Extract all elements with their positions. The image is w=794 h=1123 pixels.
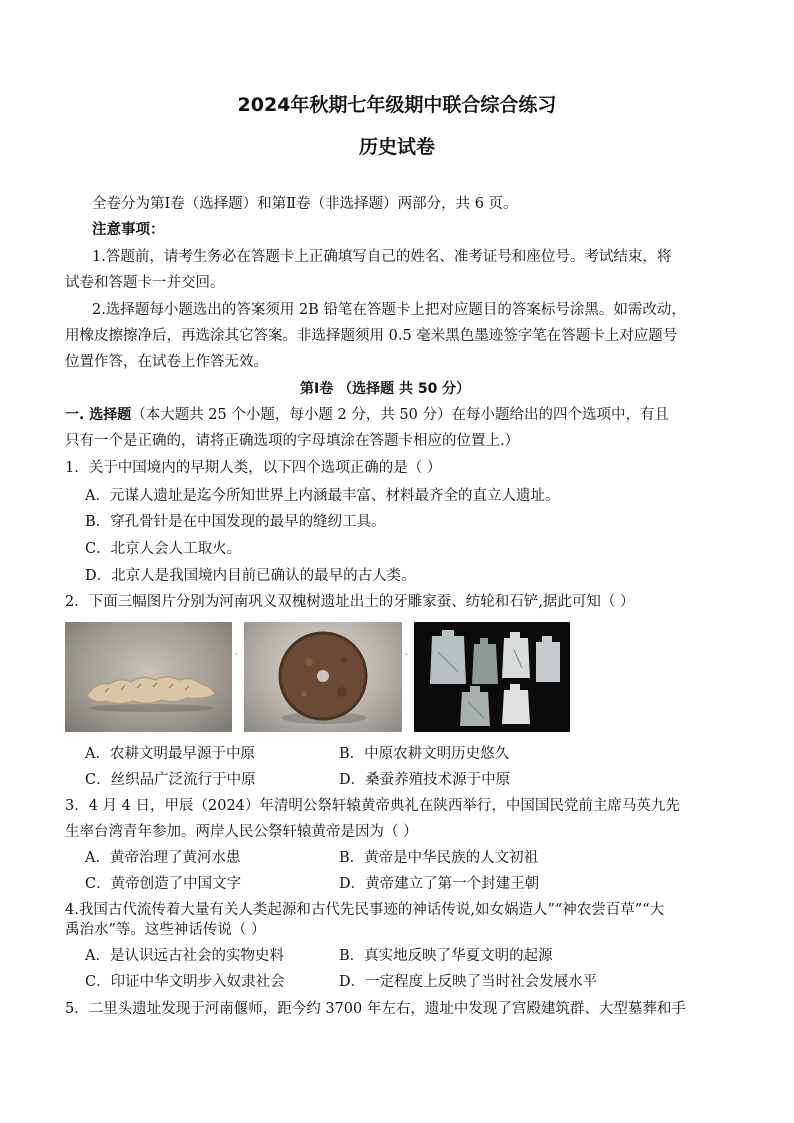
part-label: 一. 选择题 [65,407,132,423]
q2-option-b: B．中原农耕文明历史悠久 [339,746,510,762]
q5-stem-line1: 5．二里头遗址发现于河南偃师，距今约 3700 年左右，遗址中发现了宫殿建筑群、大型墓葬和手 [65,1001,686,1017]
q1-option-b: B．穿孔骨针是在中国发现的最早的缝纫工具。 [85,514,386,530]
note2-line3: 位置作答，在试卷上作答无效。 [65,354,268,370]
q4-option-c: C．印证中华文明步入奴隶社会 [85,974,285,990]
note1-line2: 试卷和答题卡一并交回。 [65,275,225,291]
q2-stem: 2．下面三幅图片分别为河南巩义双槐树遗址出土的牙雕家蚕、纺轮和石铲,据此可知（ ） [65,594,635,610]
q3-option-b: B．黄帝是中华民族的人文初祖 [339,850,539,866]
q1-stem: 1．关于中国境内的早期人类，以下四个选项正确的是（ ） [65,460,442,476]
section1-instructions [65,405,669,425]
q3-stem-line1: 3．4 月 4 日，甲辰（2024）年清明公祭轩辕黄帝典礼在陕西举行，中国国民党前主席马英九先 [65,798,680,814]
q2-option-c: C．丝织品广泛流行于中原 [85,772,256,788]
image-separator: · [235,650,239,661]
q3-option-d: D．黄帝建立了第一个封建王朝 [339,876,540,892]
ivory-silkworm-photo [65,622,232,732]
q2-option-d: D．桑蚕养殖技术源于中原 [339,772,511,788]
exam-subtitle: 历史试卷 [358,136,435,158]
note2-line2: 用橡皮擦擦净后，再选涂其它答案。非选择题须用 0.5 毫米黑色墨迹签字笔在答题卡上对应题号 [65,328,678,344]
instr-line2: 只有一个是正确的，请将正确选项的字母填涂在答题卡相应的位置上.） [65,433,520,449]
spindle-whorl-photo [244,622,402,732]
q4-option-d: D．一定程度上反映了当时社会发展水平 [339,974,598,990]
note2-line1: 2.选择题每小题选出的答案须用 2B 铅笔在答题卡上把对应题目的答案标号涂黑。如需改动， [92,302,686,318]
section1-heading: 第Ⅰ卷 （选择题 共 50 分） [300,381,471,397]
notes-heading: 注意事项： [92,221,165,238]
q1-option-d: D．北京人是我国境内目前已确认的最早的古人类。 [85,568,416,584]
q3-stem-line2: 生率台湾青年参加。两岸人民公祭轩辕黄帝是因为（ ） [65,824,418,840]
q4-option-a: A．是认识远古社会的实物史料 [85,948,284,964]
q2-option-a: A．农耕文明最早源于中原 [85,746,255,762]
q1-option-c: C．北京人会人工取火。 [85,541,242,557]
overview-text: 全卷分为第Ⅰ卷（选择题）和第Ⅱ卷（非选择题）两部分，共 6 页。 [92,196,518,212]
q1-option-a: A．元谋人遗址是迄今所知世界上内涵最丰富、材料最齐全的直立人遗址。 [85,488,560,504]
q3-option-a: A．黄帝治理了黄河水患 [85,850,241,866]
instr-line1: （本大题共 25 个小题，每小题 2 分，共 50 分）在每小题给出的四个选项中，有且 [131,407,669,423]
q3-option-c: C．黄帝创造了中国文字 [85,876,242,892]
q4-option-b: B．真实地反映了华夏文明的起源 [339,948,553,964]
q4-stem-line2: 禹治水”等。这些神话传说（ ） [65,922,266,938]
note1-line1: 1.答题前，请考生务必在答题卡上正确填写自己的姓名、准考证号和座位号。考试结束，将 [92,249,672,265]
q4-stem-line1: 4.我国古代流传着大量有关人类起源和古代先民事迹的神话传说,如女娲造人”“神农尝百草”“大 [65,902,665,918]
exam-title: 2024年秋期七年级期中联合综合练习 [237,94,557,116]
stone-spades-photo [414,622,570,732]
image-separator: · [405,650,409,661]
